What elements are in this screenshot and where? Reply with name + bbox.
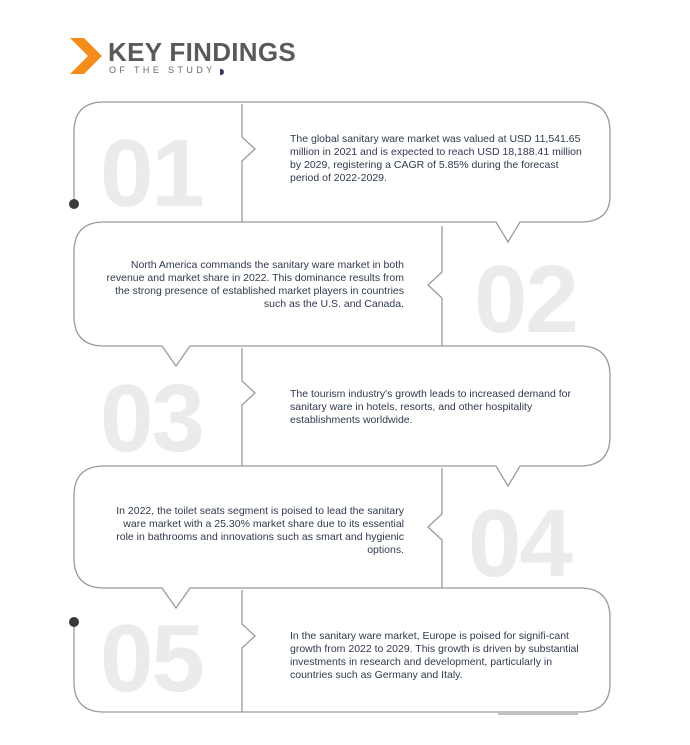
finding-text-05: In the sanitary ware market, Europe is poised for signifi-cant growth from 2022 to 2029. This growth is driven by substantial investments in research and development, particularly in countries such as Germany and Italy. bbox=[290, 630, 579, 681]
divider-03 bbox=[242, 348, 255, 466]
finding-text-01: The global sanitary ware market was valued at USD 11,541.65 million in 2021 and is expected to reach USD 18,188.41 million by 2029, registering a CAGR of 5.85% during the forecast period of 2022-2029. bbox=[290, 133, 582, 184]
finding-text-04: In 2022, the toilet seats segment is poised to lead the sanitary ware market with a 25.30% market share due to its essential role in bathrooms and innovations such as smart and hygienic options. bbox=[116, 505, 404, 556]
end-dot bbox=[69, 617, 79, 627]
start-dot bbox=[69, 199, 79, 209]
finding-number-04: 04 bbox=[468, 490, 571, 597]
finding-text-03: The tourism industry's growth leads to increased demand for sanitary ware in hotels, resorts, and other hospitality establishments worldwide. bbox=[290, 388, 571, 426]
divider-04 bbox=[428, 468, 442, 588]
divider-05 bbox=[242, 590, 255, 712]
finding-number-05: 05 bbox=[100, 605, 203, 712]
divider-02 bbox=[428, 226, 442, 346]
page-title: KEY FINDINGS bbox=[108, 37, 297, 67]
finding-text-02: North America commands the sanitary ware market in both revenue and market share in 2022. This dominance results from the strong presence of established market players in countries such as the U.S. and Canada. bbox=[106, 259, 404, 310]
page-subtitle: OF THE STUDY bbox=[109, 65, 216, 75]
divider-01 bbox=[242, 104, 255, 222]
finding-number-01: 01 bbox=[100, 120, 203, 227]
finding-number-03: 03 bbox=[100, 365, 203, 472]
finding-number-02: 02 bbox=[474, 246, 577, 353]
